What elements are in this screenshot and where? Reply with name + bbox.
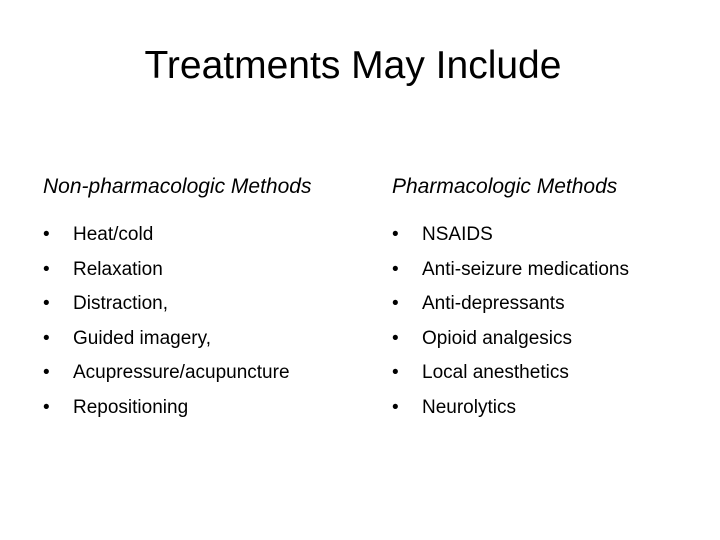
list-item-label: Neurolytics [422, 396, 516, 418]
bullet-icon: • [43, 362, 50, 384]
list-item-label: Local anesthetics [422, 362, 569, 384]
list-item [43, 218, 363, 253]
bullet-icon: • [392, 224, 399, 245]
bullet-icon: • [43, 258, 50, 280]
bullet-icon: • [43, 224, 50, 245]
list-item [392, 287, 692, 322]
list-item [392, 391, 692, 426]
pharmacologic-heading: Pharmacologic Methods [392, 175, 618, 198]
bullet-icon: • [392, 362, 399, 384]
non-pharmacologic-column [43, 170, 363, 426]
list-item-label: Opioid analgesics [422, 327, 572, 349]
pharmacologic-column [392, 170, 692, 426]
bullet-icon: • [392, 327, 399, 349]
list-item-label: Acupressure/acupuncture [73, 362, 290, 384]
list-item [392, 218, 692, 253]
list-item [43, 253, 363, 288]
list-item-label: Relaxation [73, 258, 163, 280]
non-pharmacologic-list [43, 218, 363, 426]
list-item-label: Anti-seizure medications [422, 258, 629, 280]
list-item-label: Anti-depressants [422, 293, 565, 315]
list-item [43, 391, 363, 426]
list-item-label: Heat/cold [73, 224, 154, 245]
list-item [392, 322, 692, 357]
list-item-label: NSAIDS [422, 224, 493, 245]
list-item-label: Repositioning [73, 396, 189, 418]
list-item [392, 356, 692, 391]
slide-title: Treatments May Include [144, 44, 562, 87]
list-item-label: Guided imagery, [73, 327, 211, 349]
pharmacologic-list [392, 218, 692, 426]
list-item [392, 253, 692, 288]
list-item [43, 287, 363, 322]
bullet-icon: • [43, 396, 50, 418]
bullet-icon: • [43, 327, 50, 349]
bullet-icon: • [392, 396, 399, 418]
list-item [43, 356, 363, 391]
bullet-icon: • [392, 258, 399, 280]
bullet-icon: • [43, 293, 50, 315]
list-item-label: Distraction, [73, 293, 169, 315]
list-item [43, 322, 363, 357]
non-pharmacologic-heading: Non-pharmacologic Methods [43, 175, 312, 198]
bullet-icon: • [392, 293, 399, 315]
